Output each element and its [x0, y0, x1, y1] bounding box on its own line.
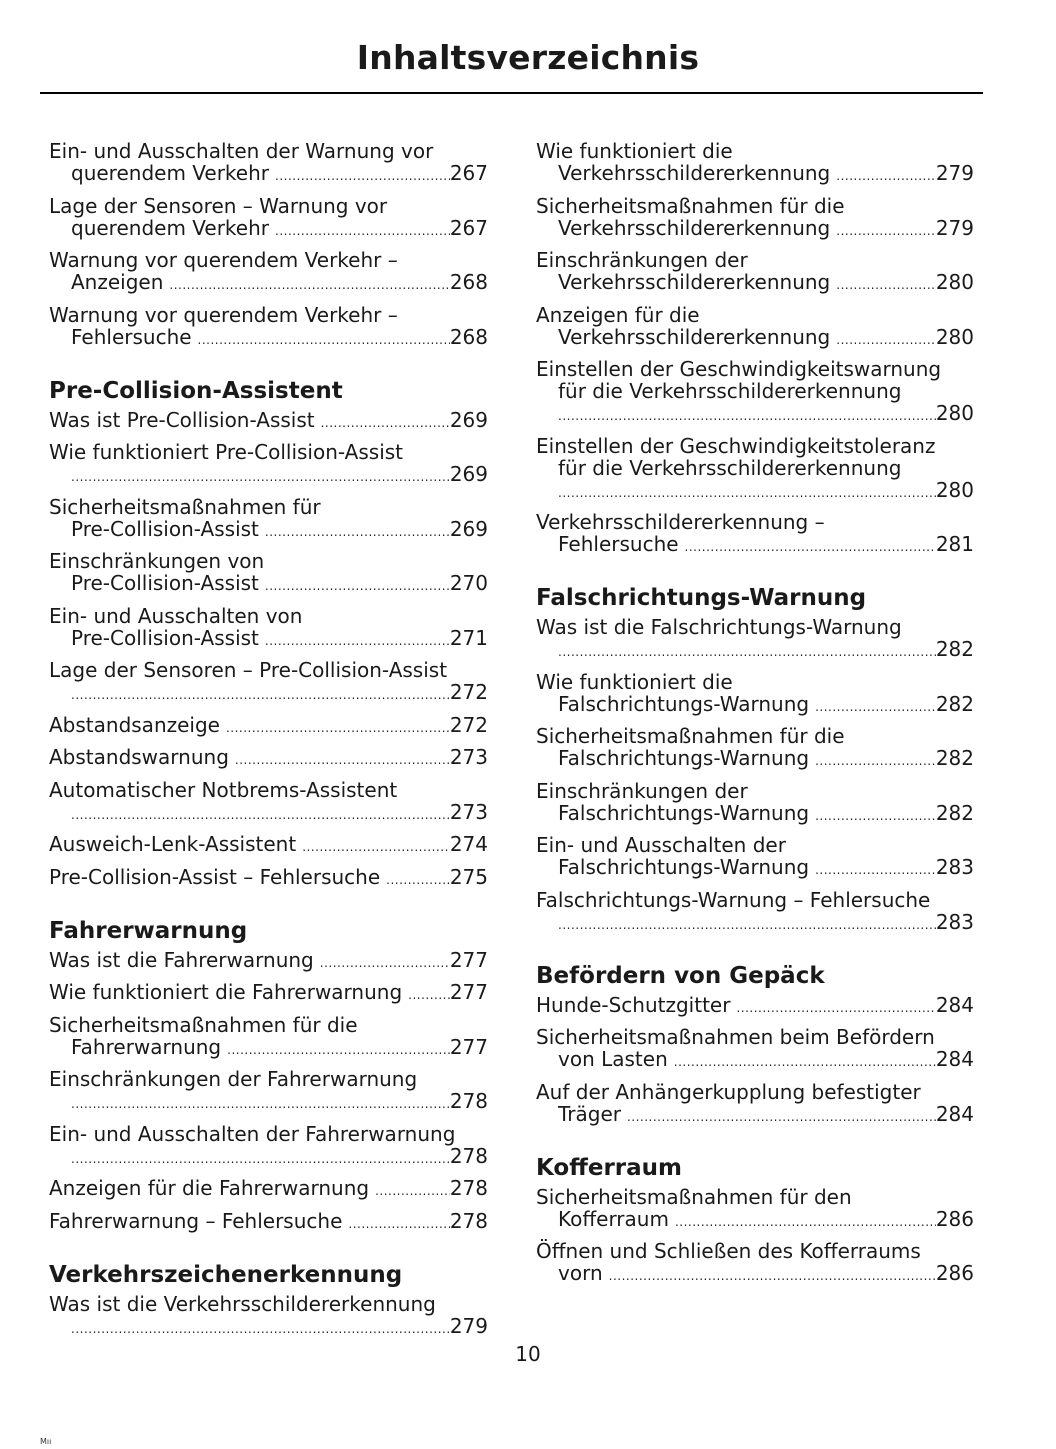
entry-title-line: Anzeigen	[71, 270, 164, 294]
entry-title-line: Pre-Collision-Assist	[71, 571, 259, 595]
section-heading: Kofferraum	[536, 1154, 682, 1181]
toc-section	[49, 376, 488, 891]
entry-title: Sicherheitsmaßnahmen beim Befördern	[536, 1025, 935, 1049]
toc-entry[interactable]	[536, 616, 974, 663]
toc-left-column	[49, 140, 488, 1365]
entry-title: Sicherheitsmaßnahmen für	[49, 494, 321, 519]
dot-leader	[558, 482, 936, 504]
entry-page-number: 280	[935, 401, 974, 425]
section-heading: Verkehrszeichenerkennung	[49, 1261, 403, 1288]
entry-title-line: Was ist Pre-Collision-Assist	[49, 407, 315, 432]
entry-page-number: 271	[449, 625, 488, 650]
dot-leader	[815, 859, 936, 881]
toc-entry[interactable]	[49, 1014, 488, 1061]
toc-entry[interactable]	[49, 140, 488, 187]
dot-leader	[736, 997, 935, 1019]
toc-section	[49, 140, 488, 351]
dot-leader	[558, 405, 936, 427]
dot-leader	[235, 749, 450, 771]
entry-title: Einstellen der Geschwindigkeitstoleranz	[536, 433, 936, 458]
entry-title-cont: für die Verkehrsschildererkennung	[558, 455, 902, 480]
title-divider	[40, 92, 983, 94]
entry-page-number: 273	[449, 745, 488, 769]
entry-title: Einstellen der Geschwindigkeitswarnung	[536, 357, 942, 381]
entry-page-number: 269	[449, 462, 488, 486]
entry-page-number: 277	[449, 980, 488, 1004]
toc-entry[interactable]	[49, 659, 488, 706]
entry-title-line: Kofferraum	[558, 1206, 669, 1231]
entry-title-line: Falschrichtungs-Warnung	[558, 800, 810, 825]
entry-page-number: 275	[449, 864, 488, 889]
toc-entry[interactable]	[536, 725, 974, 772]
entry-title: Anzeigen für die	[536, 302, 700, 327]
entry-title-cont: für die Verkehrsschildererkennung	[558, 379, 902, 403]
entry-title-line: Fehlersuche	[71, 324, 192, 349]
toc-entry[interactable]	[49, 496, 488, 543]
toc-entry[interactable]	[49, 1068, 488, 1115]
entry-page-number: 286	[935, 1206, 974, 1231]
entry-page-number: 270	[449, 571, 488, 595]
entry-title: Sicherheitsmaßnahmen für die	[536, 724, 845, 748]
page-number: 10	[515, 1342, 541, 1366]
dot-leader	[265, 630, 450, 652]
toc-entry[interactable]	[536, 249, 974, 296]
entry-title: Sicherheitsmaßnahmen für die	[536, 193, 845, 218]
entry-title: Warnung vor querendem Verkehr –	[49, 248, 398, 272]
entry-page-number: 280	[935, 270, 974, 294]
section-heading: Pre-Collision-Assistent	[49, 377, 343, 404]
dot-leader	[71, 1318, 450, 1340]
entry-title: Lage der Sensoren – Warnung vor	[49, 193, 388, 218]
entry-title-line: von Lasten	[558, 1047, 668, 1071]
entry-title-line: Träger	[558, 1101, 621, 1126]
dot-leader	[836, 329, 936, 351]
entry-page-number: 281	[935, 532, 974, 556]
entry-page-number: 267	[449, 161, 488, 185]
toc-entry[interactable]	[536, 1240, 974, 1287]
dot-leader	[675, 1211, 936, 1233]
toc-entry[interactable]	[536, 1081, 974, 1128]
entry-page-number: 282	[935, 637, 974, 661]
entry-page-number: 280	[935, 477, 974, 502]
toc-entry[interactable]	[536, 780, 974, 827]
dot-leader	[815, 696, 936, 718]
entry-title-line: Hunde-Schutzgitter	[536, 992, 731, 1017]
footer-code: Mıı	[40, 1437, 52, 1446]
dot-leader	[226, 717, 450, 739]
entry-title: Sicherheitsmaßnahmen für den	[536, 1184, 852, 1209]
page-title: Inhaltsverzeichnis	[356, 38, 700, 77]
entry-page-number: 279	[935, 161, 974, 185]
toc-entry[interactable]	[536, 304, 974, 351]
toc-entry[interactable]	[49, 441, 488, 488]
toc-entry[interactable]	[536, 834, 974, 881]
dot-leader	[321, 412, 450, 434]
toc-entry[interactable]	[49, 746, 488, 771]
toc-entry[interactable]	[49, 833, 488, 858]
dot-leader	[320, 952, 450, 974]
entry-page-number: 268	[449, 324, 488, 349]
entry-title: Lage der Sensoren – Pre-Collision-Assist	[49, 658, 448, 682]
entry-title: Automatischer Notbrems-Assistent	[49, 777, 398, 802]
entry-page-number: 279	[449, 1313, 488, 1338]
entry-page-number: 279	[935, 215, 974, 240]
entry-title-line: Pre-Collision-Assist	[71, 625, 259, 650]
entry-title: Falschrichtungs-Warnung – Fehlersuche	[536, 887, 931, 912]
entry-title: Warnung vor querendem Verkehr –	[49, 302, 398, 327]
toc-entry[interactable]	[536, 671, 974, 718]
toc-section	[536, 1153, 974, 1288]
toc-entry[interactable]	[536, 889, 974, 936]
entry-title-line: vorn	[558, 1261, 603, 1285]
dot-leader	[265, 575, 450, 597]
entry-page-number: 286	[935, 1261, 974, 1285]
toc-entry[interactable]	[536, 1026, 974, 1073]
entry-title: Einschränkungen von	[49, 549, 265, 573]
entry-title-line: Verkehrsschildererkennung	[558, 270, 831, 294]
entry-title-line: Abstandswarnung	[49, 745, 229, 769]
entry-title: Einschränkungen der Fahrerwarnung	[49, 1067, 418, 1091]
dot-leader	[348, 1213, 449, 1235]
dot-leader	[674, 1051, 936, 1073]
toc-entry[interactable]	[49, 1123, 488, 1170]
entry-page-number: 267	[449, 215, 488, 240]
toc-entry[interactable]	[49, 409, 488, 434]
dot-leader	[198, 329, 450, 351]
entry-title-line: Anzeigen für die Fahrerwarnung	[49, 1176, 370, 1200]
entry-title-line: Falschrichtungs-Warnung	[558, 691, 810, 716]
toc-entry[interactable]	[536, 511, 974, 558]
dot-leader	[71, 1148, 450, 1170]
dot-leader	[71, 1093, 450, 1115]
toc-entry[interactable]	[49, 866, 488, 891]
toc-entry[interactable]	[49, 949, 488, 974]
toc-entry[interactable]	[49, 304, 488, 351]
entry-title: Ein- und Ausschalten von	[49, 603, 303, 628]
toc-entry[interactable]	[49, 550, 488, 597]
entry-title: Wie funktioniert die	[536, 139, 733, 163]
toc-entry[interactable]	[49, 1210, 488, 1235]
entry-page-number: 268	[449, 270, 488, 294]
section-heading: Fahrerwarnung	[49, 917, 248, 944]
toc-section	[536, 961, 974, 1128]
entry-page-number: 278	[449, 1208, 488, 1233]
entry-title: Auf der Anhängerkupplung befestigter	[536, 1079, 921, 1104]
toc-section	[49, 1260, 488, 1340]
entry-title: Was ist die Verkehrsschildererkennung	[49, 1291, 436, 1316]
entry-page-number: 284	[935, 1047, 974, 1071]
toc-entry[interactable]	[536, 140, 974, 187]
dot-leader	[836, 274, 936, 296]
entry-page-number: 272	[449, 680, 488, 704]
dot-leader	[815, 750, 936, 772]
entry-title: Einschränkungen der	[536, 778, 748, 803]
entry-title: Was ist die Falschrichtungs-Warnung	[536, 615, 902, 639]
entry-page-number: 278	[449, 1089, 488, 1113]
dot-leader	[227, 1039, 450, 1061]
dot-leader	[609, 1265, 936, 1287]
toc-entry[interactable]	[49, 605, 488, 652]
entry-title-line: Pre-Collision-Assist – Fehlersuche	[49, 864, 381, 889]
toc-entry[interactable]	[536, 195, 974, 242]
entry-title-line: Verkehrsschildererkennung	[558, 324, 831, 349]
toc-entry[interactable]	[49, 195, 488, 242]
toc-section	[536, 583, 974, 936]
dot-leader	[265, 521, 450, 543]
entry-title: Öffnen und Schließen des Kofferraums	[536, 1239, 921, 1263]
dot-leader	[375, 1180, 450, 1202]
entry-title: Verkehrsschildererkennung –	[536, 510, 825, 534]
dot-leader	[627, 1106, 936, 1128]
dot-leader	[836, 165, 936, 187]
entry-page-number: 269	[449, 516, 488, 541]
entry-page-number: 278	[449, 1143, 488, 1168]
dot-leader	[302, 836, 450, 858]
dot-leader	[408, 984, 450, 1006]
toc-entry[interactable]	[49, 1177, 488, 1202]
dot-leader	[71, 466, 450, 488]
entry-title-line: querendem Verkehr	[71, 161, 270, 185]
entry-page-number: 277	[449, 1034, 488, 1059]
entry-page-number: 274	[449, 832, 488, 856]
entry-page-number: 282	[935, 800, 974, 825]
entry-page-number: 283	[935, 855, 974, 879]
dot-leader	[169, 274, 449, 296]
entry-page-number: 273	[449, 799, 488, 824]
entry-page-number: 280	[935, 324, 974, 349]
entry-title-line: Abstandsanzeige	[49, 712, 220, 737]
dot-leader	[275, 220, 450, 242]
entry-page-number: 269	[449, 407, 488, 432]
entry-title-line: Falschrichtungs-Warnung	[558, 746, 810, 770]
entry-title: Wie funktioniert Pre-Collision-Assist	[49, 440, 404, 464]
entry-page-number: 272	[449, 712, 488, 737]
entry-page-number: 277	[449, 947, 488, 972]
section-heading: Falschrichtungs-Warnung	[536, 585, 867, 611]
toc-entry[interactable]	[536, 358, 974, 427]
entry-title-line: Fehlersuche	[558, 532, 679, 556]
entry-title-line: Was ist die Fahrerwarnung	[49, 947, 314, 972]
entry-page-number: 284	[935, 992, 974, 1017]
dot-leader	[71, 804, 450, 826]
toc-entry[interactable]	[536, 1186, 974, 1233]
toc-right-column	[536, 140, 974, 1312]
dot-leader	[275, 165, 450, 187]
entry-title-line: Ausweich-Lenk-Assistent	[49, 832, 297, 856]
entry-page-number: 282	[935, 691, 974, 716]
toc-entry[interactable]	[49, 981, 488, 1006]
dot-leader	[815, 805, 936, 827]
entry-title-line: Verkehrsschildererkennung	[558, 215, 831, 240]
entry-title: Sicherheitsmaßnahmen für die	[49, 1012, 358, 1037]
entry-page-number: 282	[935, 746, 974, 770]
entry-page-number: 278	[449, 1176, 488, 1200]
entry-title-line: Falschrichtungs-Warnung	[558, 855, 810, 879]
dot-leader	[71, 684, 450, 706]
entry-title: Einschränkungen der	[536, 248, 748, 272]
entry-title-line: querendem Verkehr	[71, 215, 270, 240]
toc-entry[interactable]	[49, 249, 488, 296]
dot-leader	[836, 220, 936, 242]
entry-title: Ein- und Ausschalten der Warnung vor	[49, 139, 434, 163]
dot-leader	[558, 914, 936, 936]
toc-entry[interactable]	[536, 994, 974, 1019]
section-heading: Befördern von Gepäck	[536, 962, 825, 989]
toc-entry[interactable]	[49, 1293, 488, 1340]
entry-page-number: 284	[935, 1101, 974, 1126]
entry-title: Wie funktioniert die	[536, 669, 733, 694]
dot-leader	[685, 536, 936, 558]
dot-leader	[386, 869, 450, 891]
toc-entry[interactable]	[536, 435, 974, 504]
entry-title-line: Wie funktioniert die Fahrerwarnung	[49, 980, 403, 1004]
entry-title: Ein- und Ausschalten der Fahrerwarnung	[49, 1121, 456, 1146]
entry-title: Ein- und Ausschalten der	[536, 833, 786, 857]
entry-title-line: Pre-Collision-Assist	[71, 516, 259, 541]
entry-title-line: Fahrerwarnung	[71, 1034, 222, 1059]
entry-page-number: 283	[935, 909, 974, 934]
entry-title-line: Verkehrsschildererkennung	[558, 161, 831, 185]
toc-entry[interactable]	[49, 714, 488, 739]
toc-entry[interactable]	[49, 779, 488, 826]
dot-leader	[558, 641, 936, 663]
entry-title-line: Fahrerwarnung – Fehlersuche	[49, 1208, 343, 1233]
toc-section	[536, 140, 974, 558]
toc-section	[49, 916, 488, 1235]
